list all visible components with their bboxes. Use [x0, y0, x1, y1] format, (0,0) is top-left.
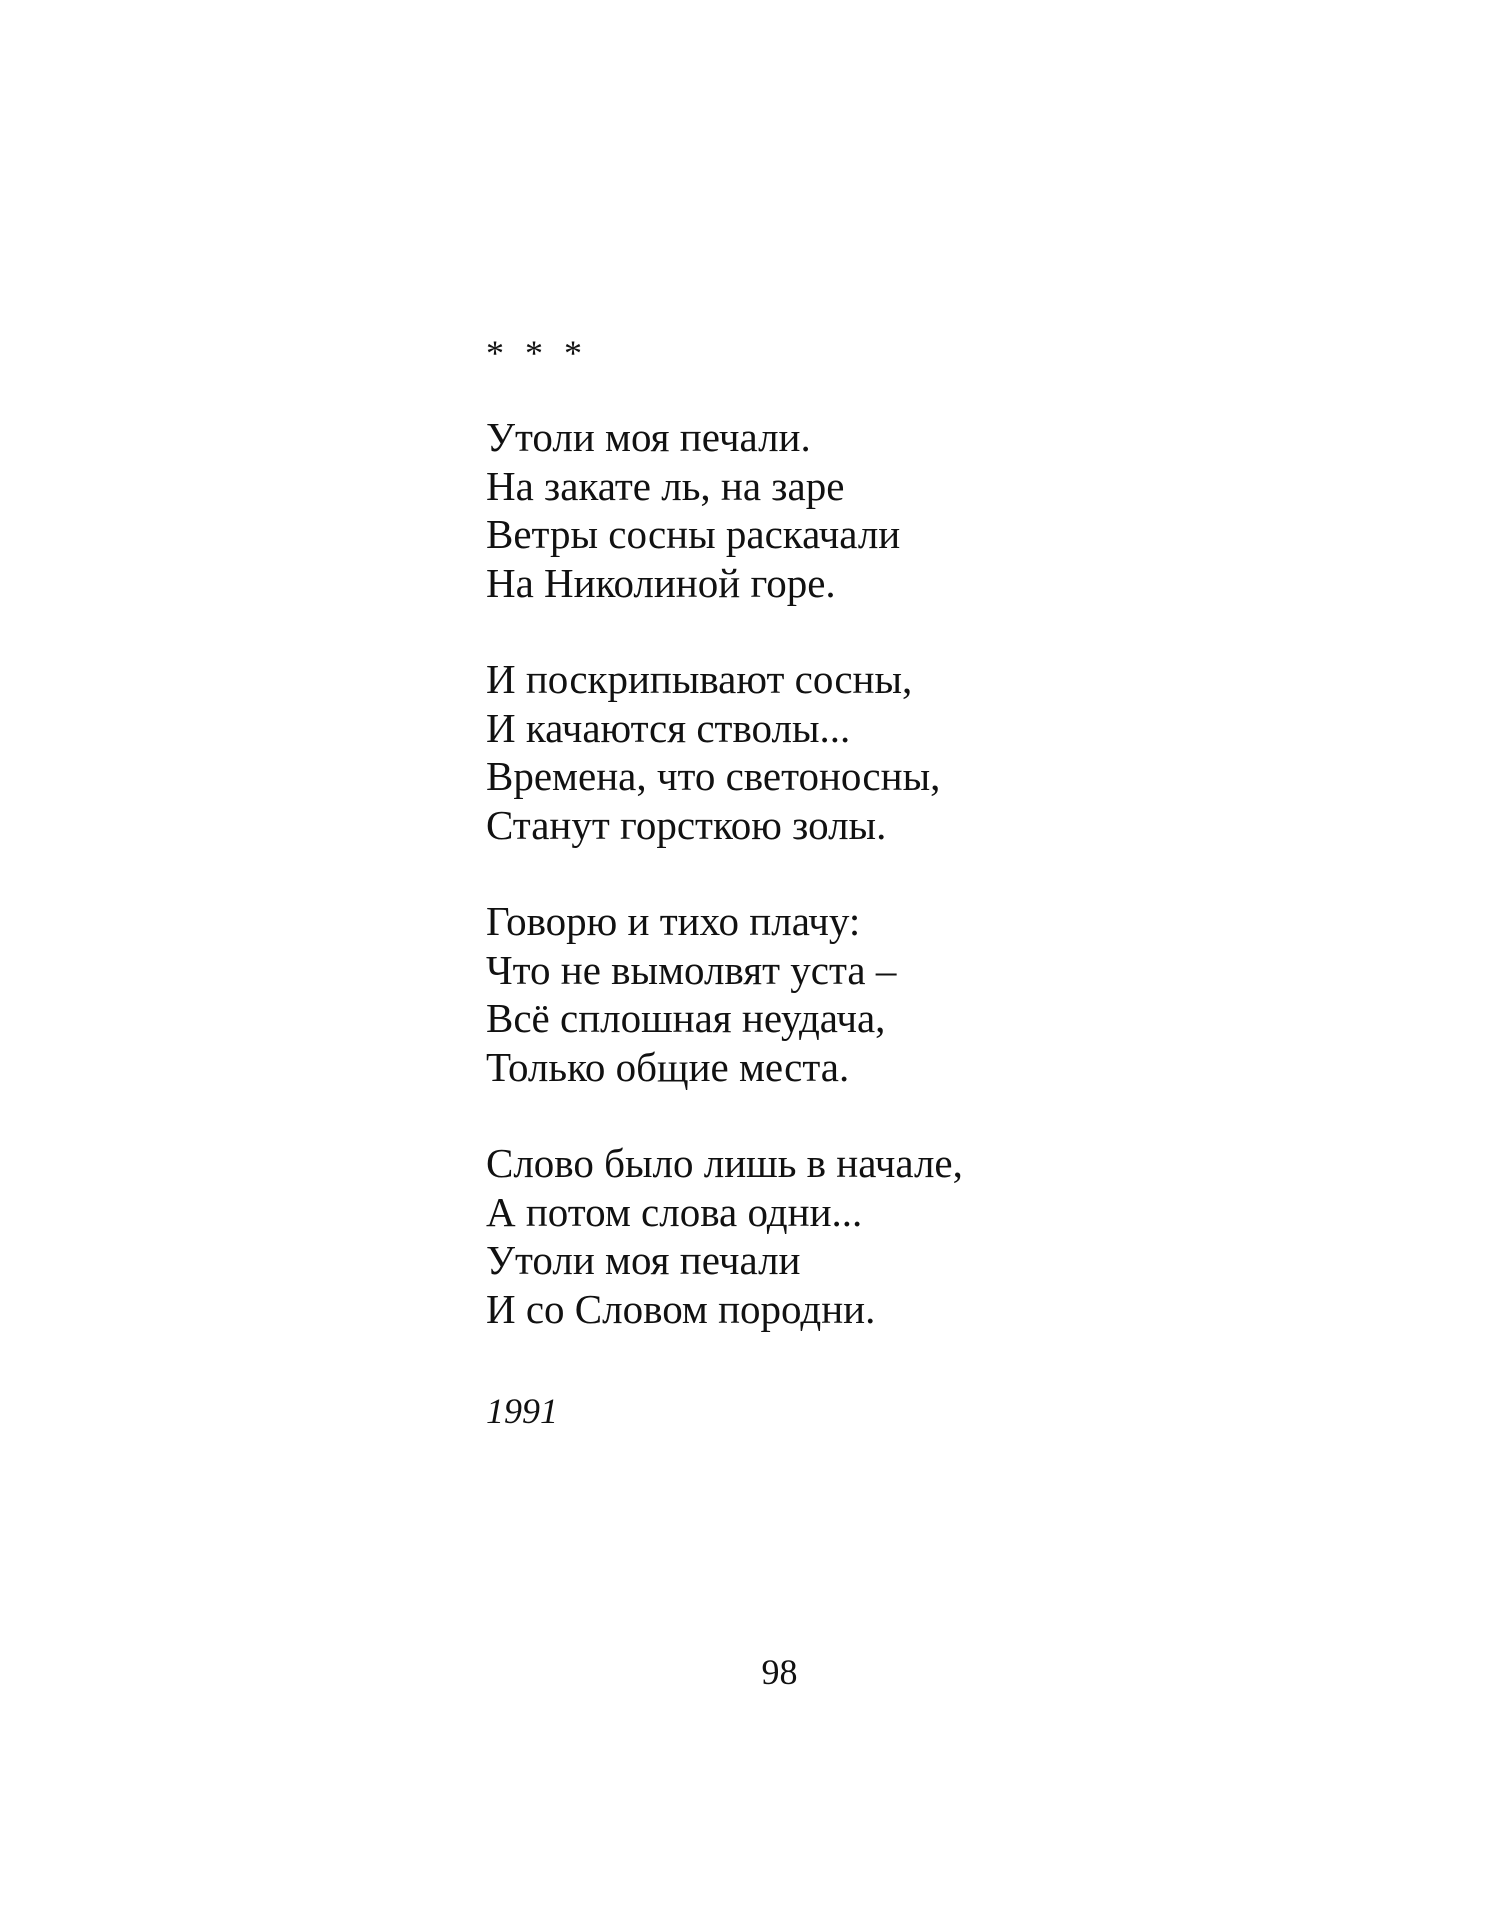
poem-line: Что не вымолвят уста –: [486, 946, 897, 993]
poem-line: На Николиной горе.: [486, 559, 836, 606]
poem-line: Только общие места.: [486, 1043, 850, 1090]
poem-date: 1991: [486, 1391, 558, 1431]
poem-line: Утоли моя печали: [486, 1237, 801, 1283]
poem-line: И поскрипывают сосны,: [486, 656, 913, 702]
stanza-1: [486, 413, 1286, 607]
poem-line: Всё сплошная неудача,: [486, 995, 886, 1041]
poem-line: Ветры сосны раскачали: [486, 511, 901, 557]
poem-line: И качаются стволы...: [486, 704, 851, 751]
stanza-2: [486, 655, 1286, 849]
poem-line: Станут горсткою золы.: [486, 801, 887, 848]
stanza-4: [486, 1139, 1286, 1333]
page-number: 98: [761, 1652, 798, 1692]
poem-line: Утоли моя печали.: [486, 414, 811, 460]
poem-line: На закате ль, на заре: [486, 462, 845, 509]
poem-line: А потом слова одни...: [486, 1188, 863, 1235]
poem-line: Времена, что светоносны,: [486, 753, 941, 799]
stanza-3: [486, 897, 1286, 1091]
poem-line: И со Словом породни.: [486, 1285, 876, 1332]
poem-line: Слово было лишь в начале,: [486, 1140, 963, 1186]
poem: [486, 323, 1286, 1435]
poem-line: Говорю и тихо плачу:: [486, 898, 861, 944]
asterism-separator: * * *: [486, 333, 588, 373]
